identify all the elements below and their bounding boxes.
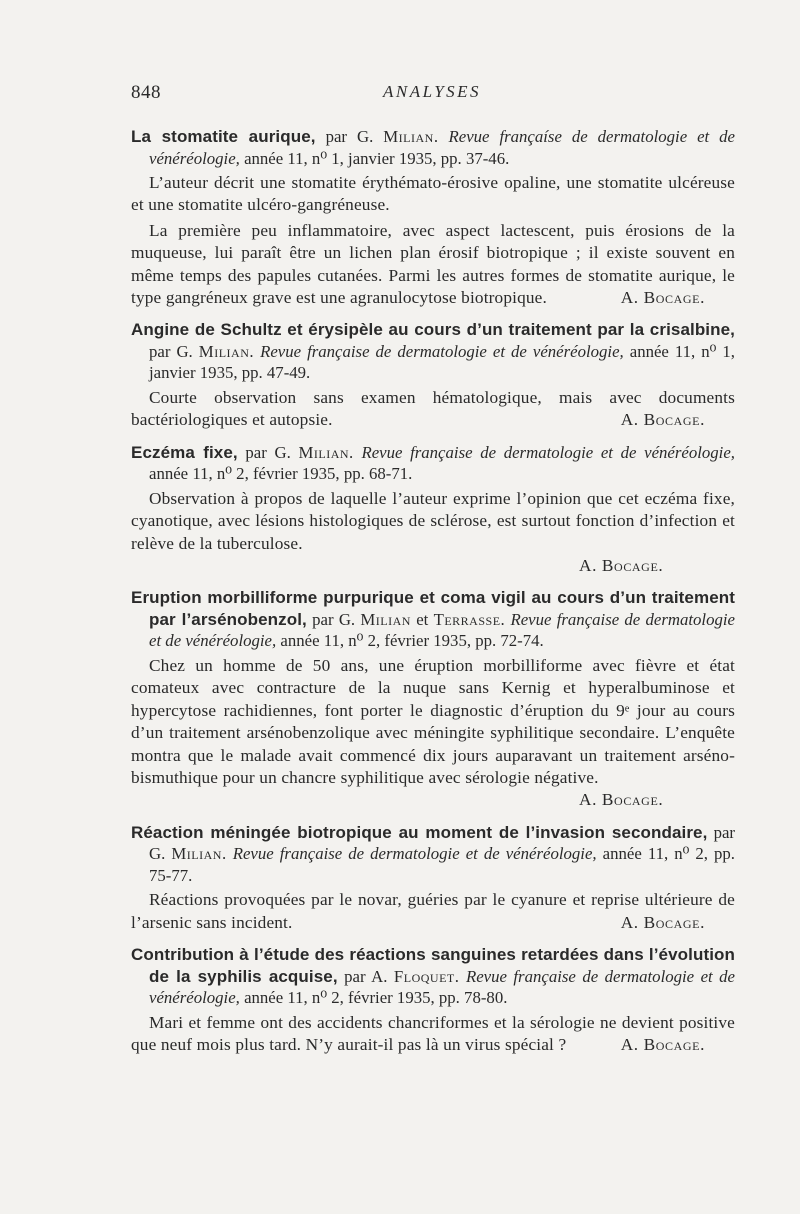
article-heading: Angine de Schultz et érysipèle au cours d’un traitement par la crisalbine, par G. Milian. Revue française de dermatologie et de vénéréologie, année 11, n⁰ 1, janvier 1935, pp. 47-49. — [131, 320, 735, 383]
article-paragraph: La première peu inflammatoire, avec aspect lactescent, puis érosions de la muqueuse, lui paraît être un lichen plan érosif biotropique ; il existe souvent en même temps des papules cutanées. Parmi les autres formes de stomatite aurique, le type gangréneux grave est une agranulocytose biotropique. A. Bocage. — [131, 220, 735, 310]
article-coauthor: Terrasse. — [433, 609, 506, 629]
article-author: Milian. — [198, 341, 255, 361]
article-paragraph: L’auteur décrit une stomatite érythémato-érosive opaline, une stomatite ulcéreuse et une stomatite ulcéro-gangréneuse. — [131, 173, 735, 215]
article-signature: A. Bocage. — [579, 790, 664, 810]
journal-name: Revue française de dermatologie et de vénéréologie, — [232, 844, 597, 864]
article-author: Floquet. — [393, 966, 460, 986]
article-paragraph: Courte observation sans examen hématologique, mais avec documents bactériologiques et autopsie. A. Bocage. — [131, 387, 735, 432]
article-author: Milian — [360, 609, 411, 629]
article-paragraph: Observation à propos de laquelle l’auteur exprime l’opinion que cet eczéma fixe, cyanotique, avec lésions histologiques de sclérose, est surtout fonction d’infection et relève de la tuberculose. — [131, 488, 735, 553]
article-eczema-fixe — [131, 442, 735, 578]
article-signature: A. Bocage. — [620, 1034, 705, 1054]
article-angine-schultz — [131, 319, 735, 431]
article-paragraph: Chez un homme de 50 ans, une éruption morbilliforme avec fièvre et état comateux avec contracture de la nuque sans Kernig et hyperalbuminose et hypercytose rachidiennes, font porter le diagnostic d’éruption du 9ᵉ jour au cours d’un traitement arsénobenzolique avec méningite syphilitique secondaire. L’enquête montra que le malade avait commencé dix jours auparavant un traitement arséno-bismuthique pour un chancre syphilitique avec sérologie négative. — [131, 655, 735, 787]
citation: année 11, n⁰ 2, pp. 75-77. — [149, 844, 736, 885]
article-author: Milian. — [171, 844, 227, 864]
article-heading: Eruption morbilliforme purpurique et coma vigil au cours d’un traitement par l’arsénobenzol, par G. Milian et Terrasse. Revue française de dermatologie et de vénéréologie, année 11, n⁰ 2, février 1935, pp. 72-74. — [131, 588, 735, 651]
article-stomatite-aurique — [131, 126, 735, 309]
journal-name: Revue française de dermatologie et de vénéréologie, — [149, 609, 735, 651]
article-title: Réaction méningée biotropique au moment de l’invasion secondaire, — [131, 822, 708, 842]
article-column — [131, 126, 735, 1064]
article-paragraph: Mari et femme ont des accidents chancriformes et la sérologie ne devient positive que neuf mois plus tard. N’y aurait-il pas là un virus spécial ? A. Bocage. — [131, 1012, 735, 1057]
article-title: Eruption morbilliforme purpurique et coma vigil au cours d’un traitement par l’arsénobenzol, — [131, 588, 735, 629]
article-reactions-sanguines — [131, 944, 735, 1056]
article-signature: A. Bocage. — [620, 288, 705, 308]
citation: année 11, n⁰ 2, février 1935, pp. 68-71. — [149, 464, 413, 484]
running-head — [131, 82, 730, 108]
citation: année 11, n⁰ 2, février 1935, pp. 72-74. — [280, 631, 544, 651]
journal-name: Revue française de dermatologie et de vénéréologie, — [149, 966, 736, 1008]
citation: année 11, n⁰ 1, janvier 1935, pp. 37-46. — [244, 148, 510, 168]
article-signature: A. Bocage. — [579, 555, 664, 575]
journal-name: Revue françaíse de dermatologie et de vénéréologie, — [149, 127, 735, 168]
running-title: ANALYSES — [383, 82, 482, 101]
article-author: Milian. — [298, 442, 354, 462]
article-signature: A. Bocage. — [620, 410, 705, 430]
journal-name: Revue française de dermatologie et de vénéréologie, — [260, 341, 624, 361]
article-author: Milian. — [383, 127, 439, 146]
article-title: Eczéma fixe, — [131, 442, 238, 462]
article-heading: Contribution à l’étude des réactions sanguines retardées dans l’évolution de la syphilis acquise, par A. Floquet. Revue française de dermatologie et de vénéréologie, année 11, n⁰ 2, février 1935, pp. 78-80. — [131, 945, 736, 1008]
article-title: Angine de Schultz et érysipèle au cours d’un traitement par la crisalbine, — [131, 320, 735, 340]
page-number: 848 — [131, 82, 161, 103]
article-heading: La stomatite aurique, par G. Milian. Revue françaíse de dermatologie et de vénéréologie, année 11, n⁰ 1, janvier 1935, pp. 37-46. — [131, 127, 735, 168]
citation: année 11, n⁰ 1, janvier 1935, pp. 47-49. — [149, 341, 735, 383]
article-title: La stomatite aurique, — [131, 127, 316, 146]
article-eruption-morbilliforme — [131, 587, 735, 811]
journal-name: Revue française de dermatologie et de vénéréologie, — [361, 442, 735, 462]
article-heading: Réaction méningée biotropique au moment de l’invasion secondaire, par G. Milian. Revue française de dermatologie et de vénéréologie, année 11, n⁰ 2, pp. 75-77. — [131, 822, 736, 885]
article-heading: Eczéma fixe, par G. Milian. Revue française de dermatologie et de vénéréologie, année 11, n⁰ 2, février 1935, pp. 68-71. — [131, 442, 735, 484]
citation: année 11, n⁰ 2, février 1935, pp. 78-80. — [244, 988, 508, 1008]
article-paragraph: Réactions provoquées par le novar, guéries par le cyanure et reprise ultérieure de l’arsenic sans incident. A. Bocage. — [131, 889, 735, 934]
article-reaction-meningee — [131, 822, 735, 934]
article-signature: A. Bocage. — [620, 912, 705, 932]
article-title: Contribution à l’étude des réactions sanguines retardées dans l’évolution de la syphilis acquise, — [131, 945, 735, 986]
